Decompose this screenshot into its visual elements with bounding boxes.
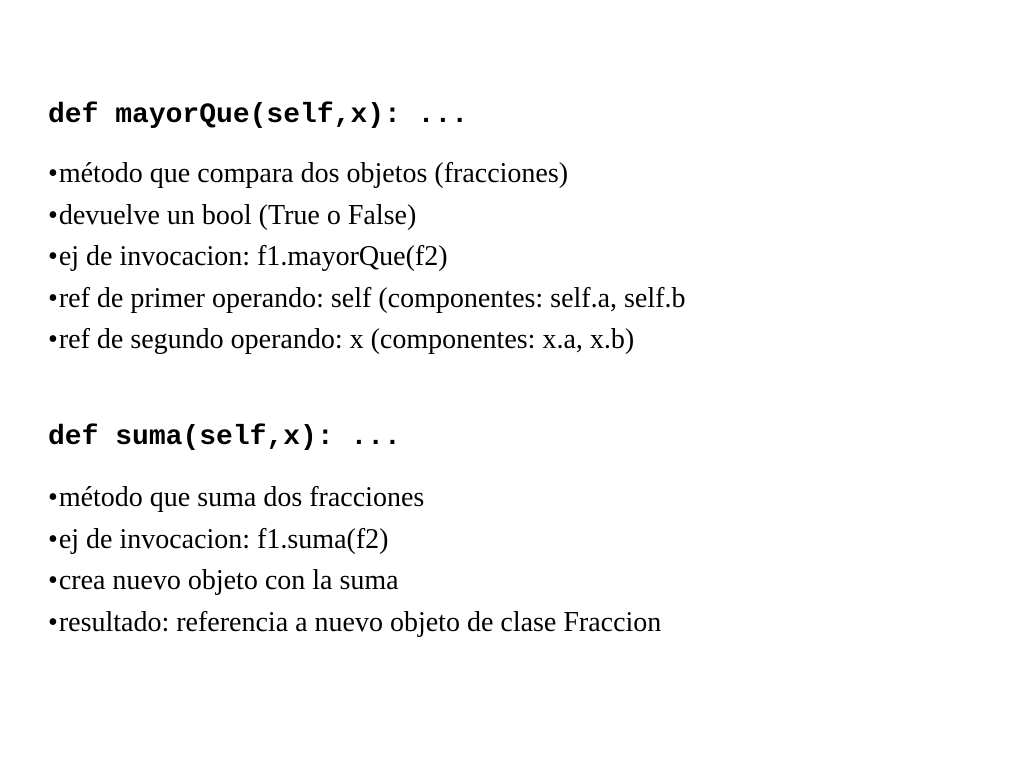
list-item (48, 195, 685, 237)
list-item (48, 278, 685, 320)
list-item (48, 602, 661, 644)
bullet-list-suma (48, 477, 661, 643)
bullet-icon: • (48, 523, 58, 555)
bullet-icon: • (48, 482, 58, 513)
list-item (48, 477, 661, 519)
method-heading-suma: def suma(self,x): ... (48, 422, 401, 453)
list-item-text: resultado: referencia a nuevo objeto de clase Fraccion (58, 606, 662, 638)
bullet-icon: • (48, 565, 58, 596)
bullet-list-mayorque (48, 153, 685, 361)
list-item (48, 153, 685, 195)
bullet-icon: • (48, 158, 58, 189)
bullet-icon: • (48, 241, 58, 272)
list-item-text: devuelve un bool (True o False) (58, 199, 417, 231)
list-item-text: ej de invocacion: f1.mayorQue(f2) (58, 241, 448, 272)
bullet-icon: • (48, 199, 58, 231)
bullet-icon: • (48, 324, 58, 355)
list-item (48, 319, 685, 361)
bullet-icon: • (48, 282, 58, 314)
list-item (48, 236, 685, 278)
list-item (48, 560, 661, 602)
list-item-text: método que suma dos fracciones (58, 482, 425, 513)
list-item (48, 519, 661, 561)
list-item-text: ref de primer operando: self (componentes: self.a, self.b (58, 282, 686, 314)
list-item-text: ref de segundo operando: x (componentes: x.a, x.b) (58, 324, 635, 355)
method-heading-mayorque: def mayorQue(self,x): ... (48, 100, 469, 131)
bullet-icon: • (48, 606, 58, 638)
list-item-text: crea nuevo objeto con la suma (58, 565, 399, 596)
list-item-text: método que compara dos objetos (fracciones) (58, 158, 569, 189)
list-item-text: ej de invocacion: f1.suma(f2) (58, 523, 389, 555)
